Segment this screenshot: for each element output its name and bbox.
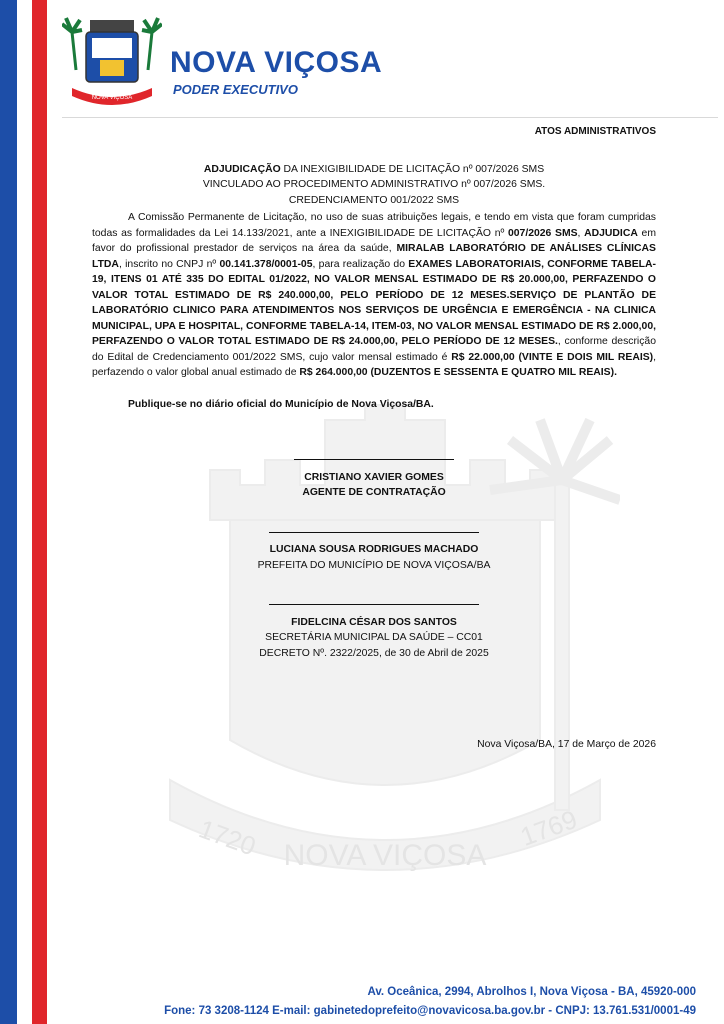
left-red-stripe bbox=[32, 0, 47, 1024]
signature-block bbox=[92, 527, 656, 574]
brand-subtitle: PODER EXECUTIVO bbox=[173, 82, 298, 97]
signatory-name: FIDELCINA CÉSAR DOS SANTOS bbox=[291, 616, 457, 628]
signatory-role: PREFEITA DO MUNICÍPIO DE NOVA VIÇOSA/BA bbox=[257, 559, 491, 571]
section-label: ATOS ADMINISTRATIVOS bbox=[534, 126, 656, 137]
watermark-year-left: 1720 bbox=[195, 813, 260, 862]
city-date: Nova Viçosa/BA, 17 de Março de 2026 bbox=[477, 739, 656, 750]
act-title bbox=[92, 162, 656, 209]
signatory-role: SECRETÁRIA MUNICIPAL DA SAÚDE – CC01 bbox=[265, 632, 483, 643]
footer-address: Av. Oceânica, 2994, Abrolhos I, Nova Viçosa - BA, 45920-000 bbox=[367, 986, 696, 998]
title-line3: CREDENCIAMENTO 001/2022 SMS bbox=[288, 194, 460, 206]
signature-block bbox=[92, 454, 656, 501]
signature-line bbox=[269, 532, 479, 533]
signatory-role: AGENTE DE CONTRATAÇÃO bbox=[302, 487, 446, 498]
title-line1: DA INEXIGIBILIDADE DE LICITAÇÃO nº 007/2026 SMS bbox=[280, 163, 545, 175]
footer-contact: Fone: 73 3208-1124 E-mail: gabinetedoprefeito@novavicosa.ba.gov.br - CNPJ: 13.761.531/0001-49 bbox=[164, 1005, 696, 1017]
signature-line bbox=[269, 604, 479, 605]
signature-line bbox=[294, 459, 454, 460]
document-body bbox=[92, 118, 656, 753]
crest-ribbon-text: NOVA VIÇOSA bbox=[91, 95, 133, 101]
brand-name: NOVA VIÇOSA bbox=[170, 46, 383, 79]
municipal-crest-logo bbox=[62, 10, 162, 110]
watermark-banner: NOVA VIÇOSA bbox=[283, 839, 487, 872]
left-blue-stripe bbox=[0, 0, 17, 1024]
publish-notice: Publique-se no diário oficial do Município de Nova Viçosa/BA. bbox=[128, 398, 434, 410]
title-line2: VINCULADO AO PROCEDIMENTO ADMINISTRATIVO nº 007/2026 SMS. bbox=[202, 179, 546, 190]
adjudication-paragraph: A Comissão Permanente de Licitação, no uso de suas atribuições legais, e tendo em vista que foram cumpridas todas as formalidades da Lei 14.133/2021, ante a INEXIGIBILIDADE DE LICITAÇÃO nº 007/2026 SMS, ADJUDICA em favor do profissional prestador de serviços na área da saúde, MIRALAB LABORATÓRIO DE ANÁLISES CLÍNICAS LTDA, inscrito no CNPJ nº 00.141.378/0001-05, para realização do EXAMES LABORATORIAIS, CONFORME TABELA-19, ITENS 01 ATÉ 335 DO EDITAL 01/2022, NO VALOR MENSAL ESTIMADO DE R$ 20.000,00, PERFAZENDO O VALOR TOTAL ESTIMADO DE R$ 240.000,00, PELO PERÍODO DE 12 MESES.SERVIÇO DE PLANTÃO DE LABORATÓRIO CLINICO PARA ATENDIMENTOS NOS SERVIÇOS DE URGÊNCIA E EMERGÊNCIA - NA CLINICA MUNICIPAL, UPA E HOSPITAL, CONFORME TABELA-14, ITEM-03, NO VALOR MENSAL ESTIMADO DE R$ 2.000,00, PERFAZENDO O VALOR TOTAL ESTIMADO DE R$ 24.000,00, PELO PERÍODO DE 12 MESES., conforme descrição do Edital de Credenciamento 001/2022 SMS, cujo valor mensal estimado é R$ 22.000,00 (VINTE E DOIS MIL REAIS), perfazendo o valor global anual estimado de R$ 264.000,00 (DUZENTOS E SESSENTA E QUATRO MIL REAIS). bbox=[92, 212, 656, 378]
signatory-name: LUCIANA SOUSA RODRIGUES MACHADO bbox=[269, 544, 479, 555]
signature-block bbox=[92, 599, 656, 661]
signatory-decree: DECRETO Nº. 2322/2025, de 30 de Abril de 2025 bbox=[259, 647, 489, 659]
title-prefix: ADJUDICAÇÃO bbox=[203, 163, 281, 175]
header bbox=[62, 10, 702, 110]
watermark-year-right: 1769 bbox=[516, 803, 582, 852]
signatory-name: CRISTIANO XAVIER GOMES bbox=[304, 471, 444, 483]
